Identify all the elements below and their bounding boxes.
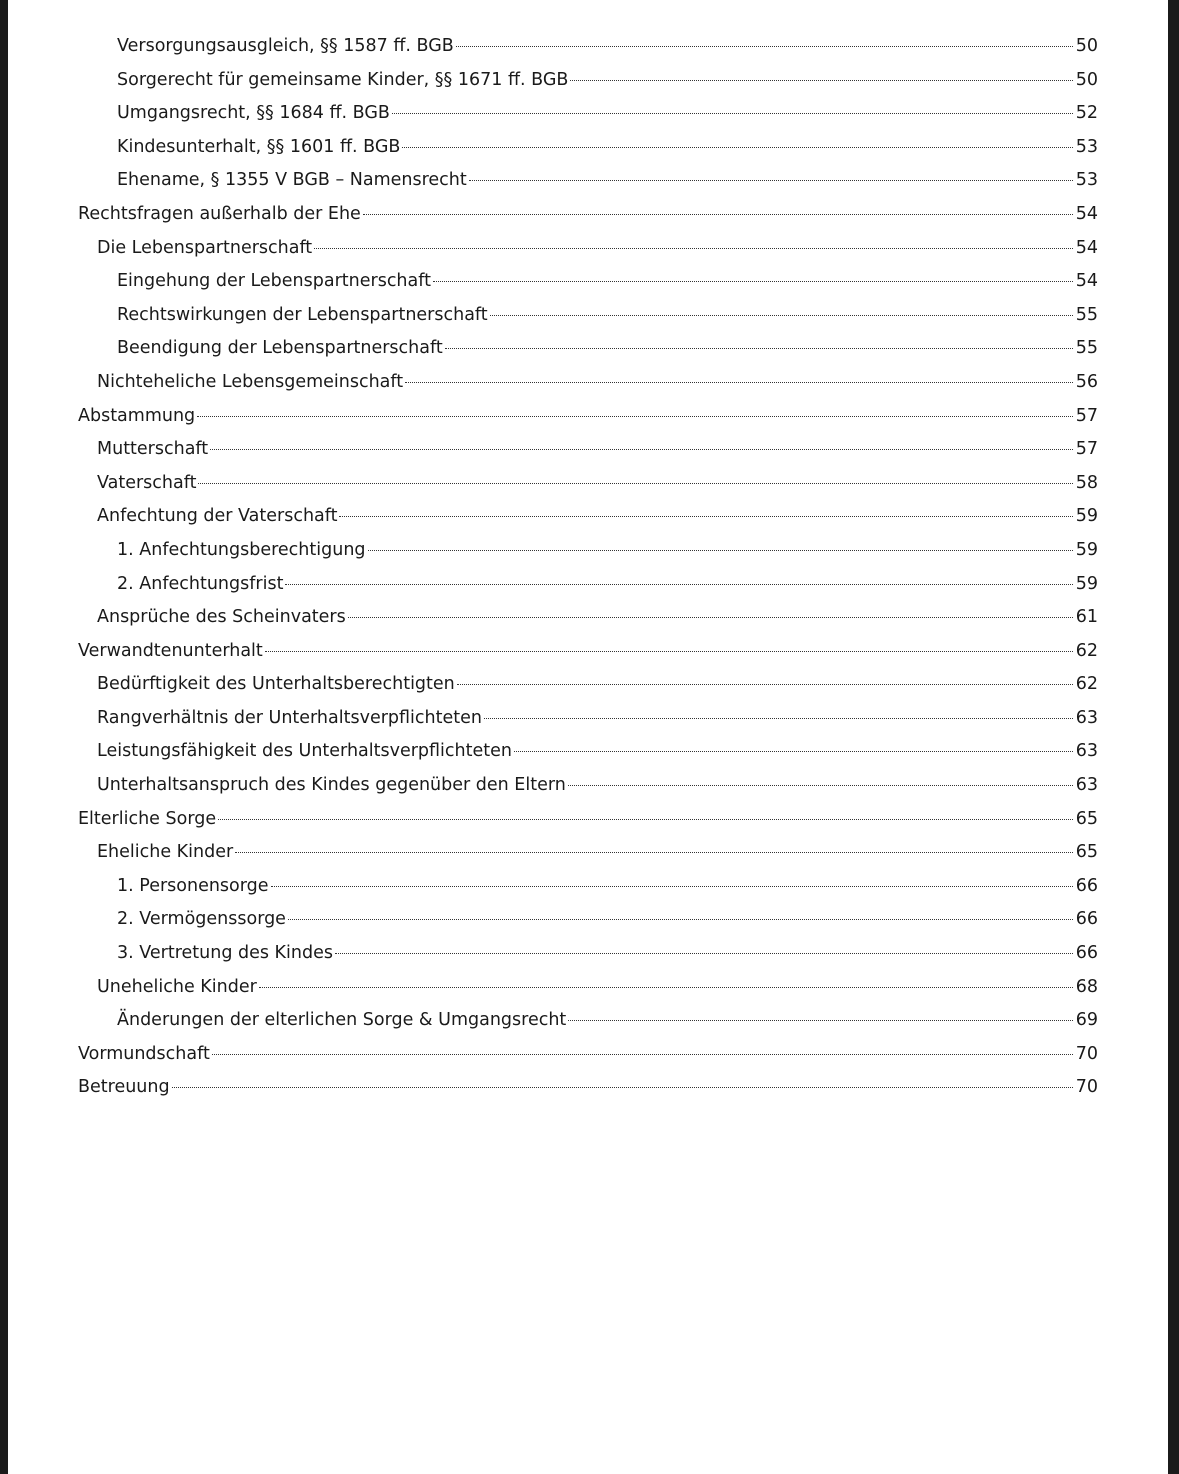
- toc-entry[interactable]: [78, 305, 1098, 339]
- toc-entry-title: Uneheliche Kinder: [97, 976, 257, 997]
- toc-entry[interactable]: [78, 1077, 1098, 1111]
- toc-entry-title: 2. Anfechtungsfrist: [117, 573, 284, 594]
- toc-entry-page: 66: [1075, 909, 1098, 930]
- dot-leader: [259, 987, 1073, 988]
- toc-entry-page: 61: [1075, 607, 1098, 628]
- toc-entry-title: Verwandtenunterhalt: [78, 640, 263, 661]
- dot-leader: [469, 180, 1073, 181]
- toc-entry[interactable]: [78, 909, 1098, 943]
- dot-leader: [456, 46, 1073, 47]
- toc-entry-page: 65: [1075, 808, 1098, 829]
- toc-entry[interactable]: [78, 540, 1098, 574]
- toc-entry-title: Abstammung: [78, 405, 196, 426]
- toc-entry-page: 69: [1075, 1010, 1098, 1031]
- dot-leader: [405, 382, 1073, 383]
- toc-entry[interactable]: [78, 876, 1098, 910]
- dot-leader: [568, 1020, 1072, 1021]
- toc-entry-title: Nichteheliche Lebensgemeinschaft: [97, 371, 404, 392]
- toc-entry[interactable]: [78, 271, 1098, 305]
- dot-leader: [314, 248, 1073, 249]
- dot-leader: [265, 651, 1073, 652]
- toc-entry-page: 65: [1075, 842, 1098, 863]
- toc-entry[interactable]: [78, 372, 1098, 406]
- toc-entry-title: Die Lebenspartnerschaft: [97, 237, 313, 258]
- toc-entry-page: 57: [1075, 405, 1098, 426]
- toc-entry-page: 56: [1075, 371, 1098, 392]
- toc-entry-title: Unterhaltsanspruch des Kindes gegenüber den Eltern: [97, 775, 566, 796]
- toc-entry-page: 63: [1075, 775, 1098, 796]
- dot-leader: [235, 852, 1073, 853]
- toc-entry-title: 1. Personensorge: [117, 875, 269, 896]
- toc-entry-title: Rangverhältnis der Unterhaltsverpflichteten: [97, 707, 482, 728]
- toc-entry-page: 63: [1075, 707, 1098, 728]
- toc-entry[interactable]: [78, 103, 1098, 137]
- toc-entry[interactable]: [78, 338, 1098, 372]
- toc-entry-title: Sorgerecht für gemeinsame Kinder, §§ 1671 ff. BGB: [117, 69, 569, 90]
- toc-entry-page: 62: [1075, 674, 1098, 695]
- toc-entry-title: Kindesunterhalt, §§ 1601 ff. BGB: [117, 136, 401, 157]
- toc-entry[interactable]: [78, 36, 1098, 70]
- toc-entry-title: Eingehung der Lebenspartnerschaft: [117, 271, 431, 292]
- toc-entry-title: 1. Anfechtungsberechtigung: [117, 539, 366, 560]
- dot-leader: [363, 214, 1073, 215]
- dot-leader: [402, 147, 1072, 148]
- document-page: [8, 0, 1168, 1474]
- dot-leader: [197, 416, 1073, 417]
- toc-entry-title: Umgangsrecht, §§ 1684 ff. BGB: [117, 103, 390, 124]
- toc-entry[interactable]: [78, 708, 1098, 742]
- dot-leader: [198, 483, 1072, 484]
- toc-entry-title: Mutterschaft: [97, 439, 209, 460]
- dot-leader: [568, 785, 1073, 786]
- toc-entry-title: Eheliche Kinder: [97, 842, 234, 863]
- toc-entry-page: 57: [1075, 439, 1098, 460]
- toc-entry[interactable]: [78, 809, 1098, 843]
- toc-entry-title: Bedürftigkeit des Unterhaltsberechtigten: [97, 674, 455, 695]
- toc-entry-page: 50: [1075, 69, 1098, 90]
- toc-entry-page: 53: [1075, 136, 1098, 157]
- toc-entry[interactable]: [78, 607, 1098, 641]
- dot-leader: [335, 953, 1073, 954]
- toc-entry-title: Betreuung: [78, 1077, 170, 1098]
- toc-entry-title: 3. Vertretung des Kindes: [117, 943, 333, 964]
- toc-entry-title: Änderungen der elterlichen Sorge & Umgangsrecht: [117, 1010, 567, 1031]
- dot-leader: [445, 348, 1073, 349]
- toc-entry-page: 50: [1075, 36, 1098, 56]
- toc-entry-page: 59: [1075, 539, 1098, 560]
- toc-entry-page: 68: [1075, 976, 1098, 997]
- toc-entry[interactable]: [78, 1010, 1098, 1044]
- dot-leader: [484, 718, 1073, 719]
- toc-entry[interactable]: [78, 775, 1098, 809]
- toc-entry[interactable]: [78, 842, 1098, 876]
- toc-entry-title: Ehename, § 1355 V BGB – Namensrecht: [117, 170, 467, 191]
- toc-entry-title: Vaterschaft: [97, 472, 197, 493]
- toc-entry[interactable]: [78, 439, 1098, 473]
- toc-entry-page: 59: [1075, 506, 1098, 527]
- toc-entry[interactable]: [78, 674, 1098, 708]
- toc-entry[interactable]: [78, 406, 1098, 440]
- toc-entry-page: 52: [1075, 103, 1098, 124]
- toc-entry-page: 54: [1075, 271, 1098, 292]
- toc-entry[interactable]: [78, 641, 1098, 675]
- toc-entry-title: 2. Vermögenssorge: [117, 909, 286, 930]
- toc-entry-page: 66: [1075, 875, 1098, 896]
- dot-leader: [490, 315, 1073, 316]
- toc-entry-page: 58: [1075, 472, 1098, 493]
- dot-leader: [368, 550, 1073, 551]
- toc-entry[interactable]: [78, 943, 1098, 977]
- toc-entry-title: Elterliche Sorge: [78, 808, 217, 829]
- toc-entry-page: 66: [1075, 943, 1098, 964]
- toc-entry[interactable]: [78, 741, 1098, 775]
- dot-leader: [433, 281, 1073, 282]
- toc-entry[interactable]: [78, 574, 1098, 608]
- toc-entry-page: 63: [1075, 741, 1098, 762]
- toc-entry-title: Vormundschaft: [78, 1043, 210, 1064]
- toc-entry[interactable]: [78, 204, 1098, 238]
- toc-entry[interactable]: [78, 137, 1098, 171]
- dot-leader: [271, 886, 1073, 887]
- toc-entry-title: Ansprüche des Scheinvaters: [97, 607, 346, 628]
- dot-leader: [457, 684, 1073, 685]
- toc-entry-page: 59: [1075, 573, 1098, 594]
- toc-entry-title: Beendigung der Lebenspartnerschaft: [117, 338, 443, 359]
- toc-entry[interactable]: [78, 506, 1098, 540]
- toc-entry-page: 54: [1075, 237, 1098, 258]
- toc-entry-title: Leistungsfähigkeit des Unterhaltsverpflichteten: [97, 741, 512, 762]
- dot-leader: [288, 919, 1073, 920]
- dot-leader: [392, 113, 1073, 114]
- toc-entry[interactable]: [78, 1044, 1098, 1078]
- dot-leader: [212, 1054, 1073, 1055]
- dot-leader: [348, 617, 1073, 618]
- dot-leader: [218, 819, 1073, 820]
- toc-entry-page: 55: [1075, 304, 1098, 325]
- toc-entry-title: Rechtswirkungen der Lebenspartnerschaft: [117, 304, 488, 325]
- dot-leader: [210, 449, 1073, 450]
- toc-entry[interactable]: [78, 170, 1098, 204]
- toc-entry-title: Versorgungsausgleich, §§ 1587 ff. BGB: [117, 36, 454, 56]
- toc-entry-page: 70: [1075, 1043, 1098, 1064]
- table-of-contents: [78, 36, 1098, 1111]
- toc-entry-page: 70: [1075, 1077, 1098, 1098]
- toc-entry-page: 54: [1075, 203, 1098, 224]
- toc-entry-title: Rechtsfragen außerhalb der Ehe: [78, 203, 361, 224]
- dot-leader: [285, 584, 1072, 585]
- dot-leader: [570, 80, 1072, 81]
- toc-entry[interactable]: [78, 70, 1098, 104]
- toc-entry-title: Anfechtung der Vaterschaft: [97, 506, 338, 527]
- toc-entry[interactable]: [78, 238, 1098, 272]
- toc-entry[interactable]: [78, 473, 1098, 507]
- toc-entry[interactable]: [78, 977, 1098, 1011]
- toc-entry-page: 62: [1075, 640, 1098, 661]
- dot-leader: [339, 516, 1072, 517]
- toc-entry-page: 55: [1075, 338, 1098, 359]
- dot-leader: [172, 1087, 1073, 1088]
- dot-leader: [514, 751, 1073, 752]
- toc-entry-page: 53: [1075, 170, 1098, 191]
